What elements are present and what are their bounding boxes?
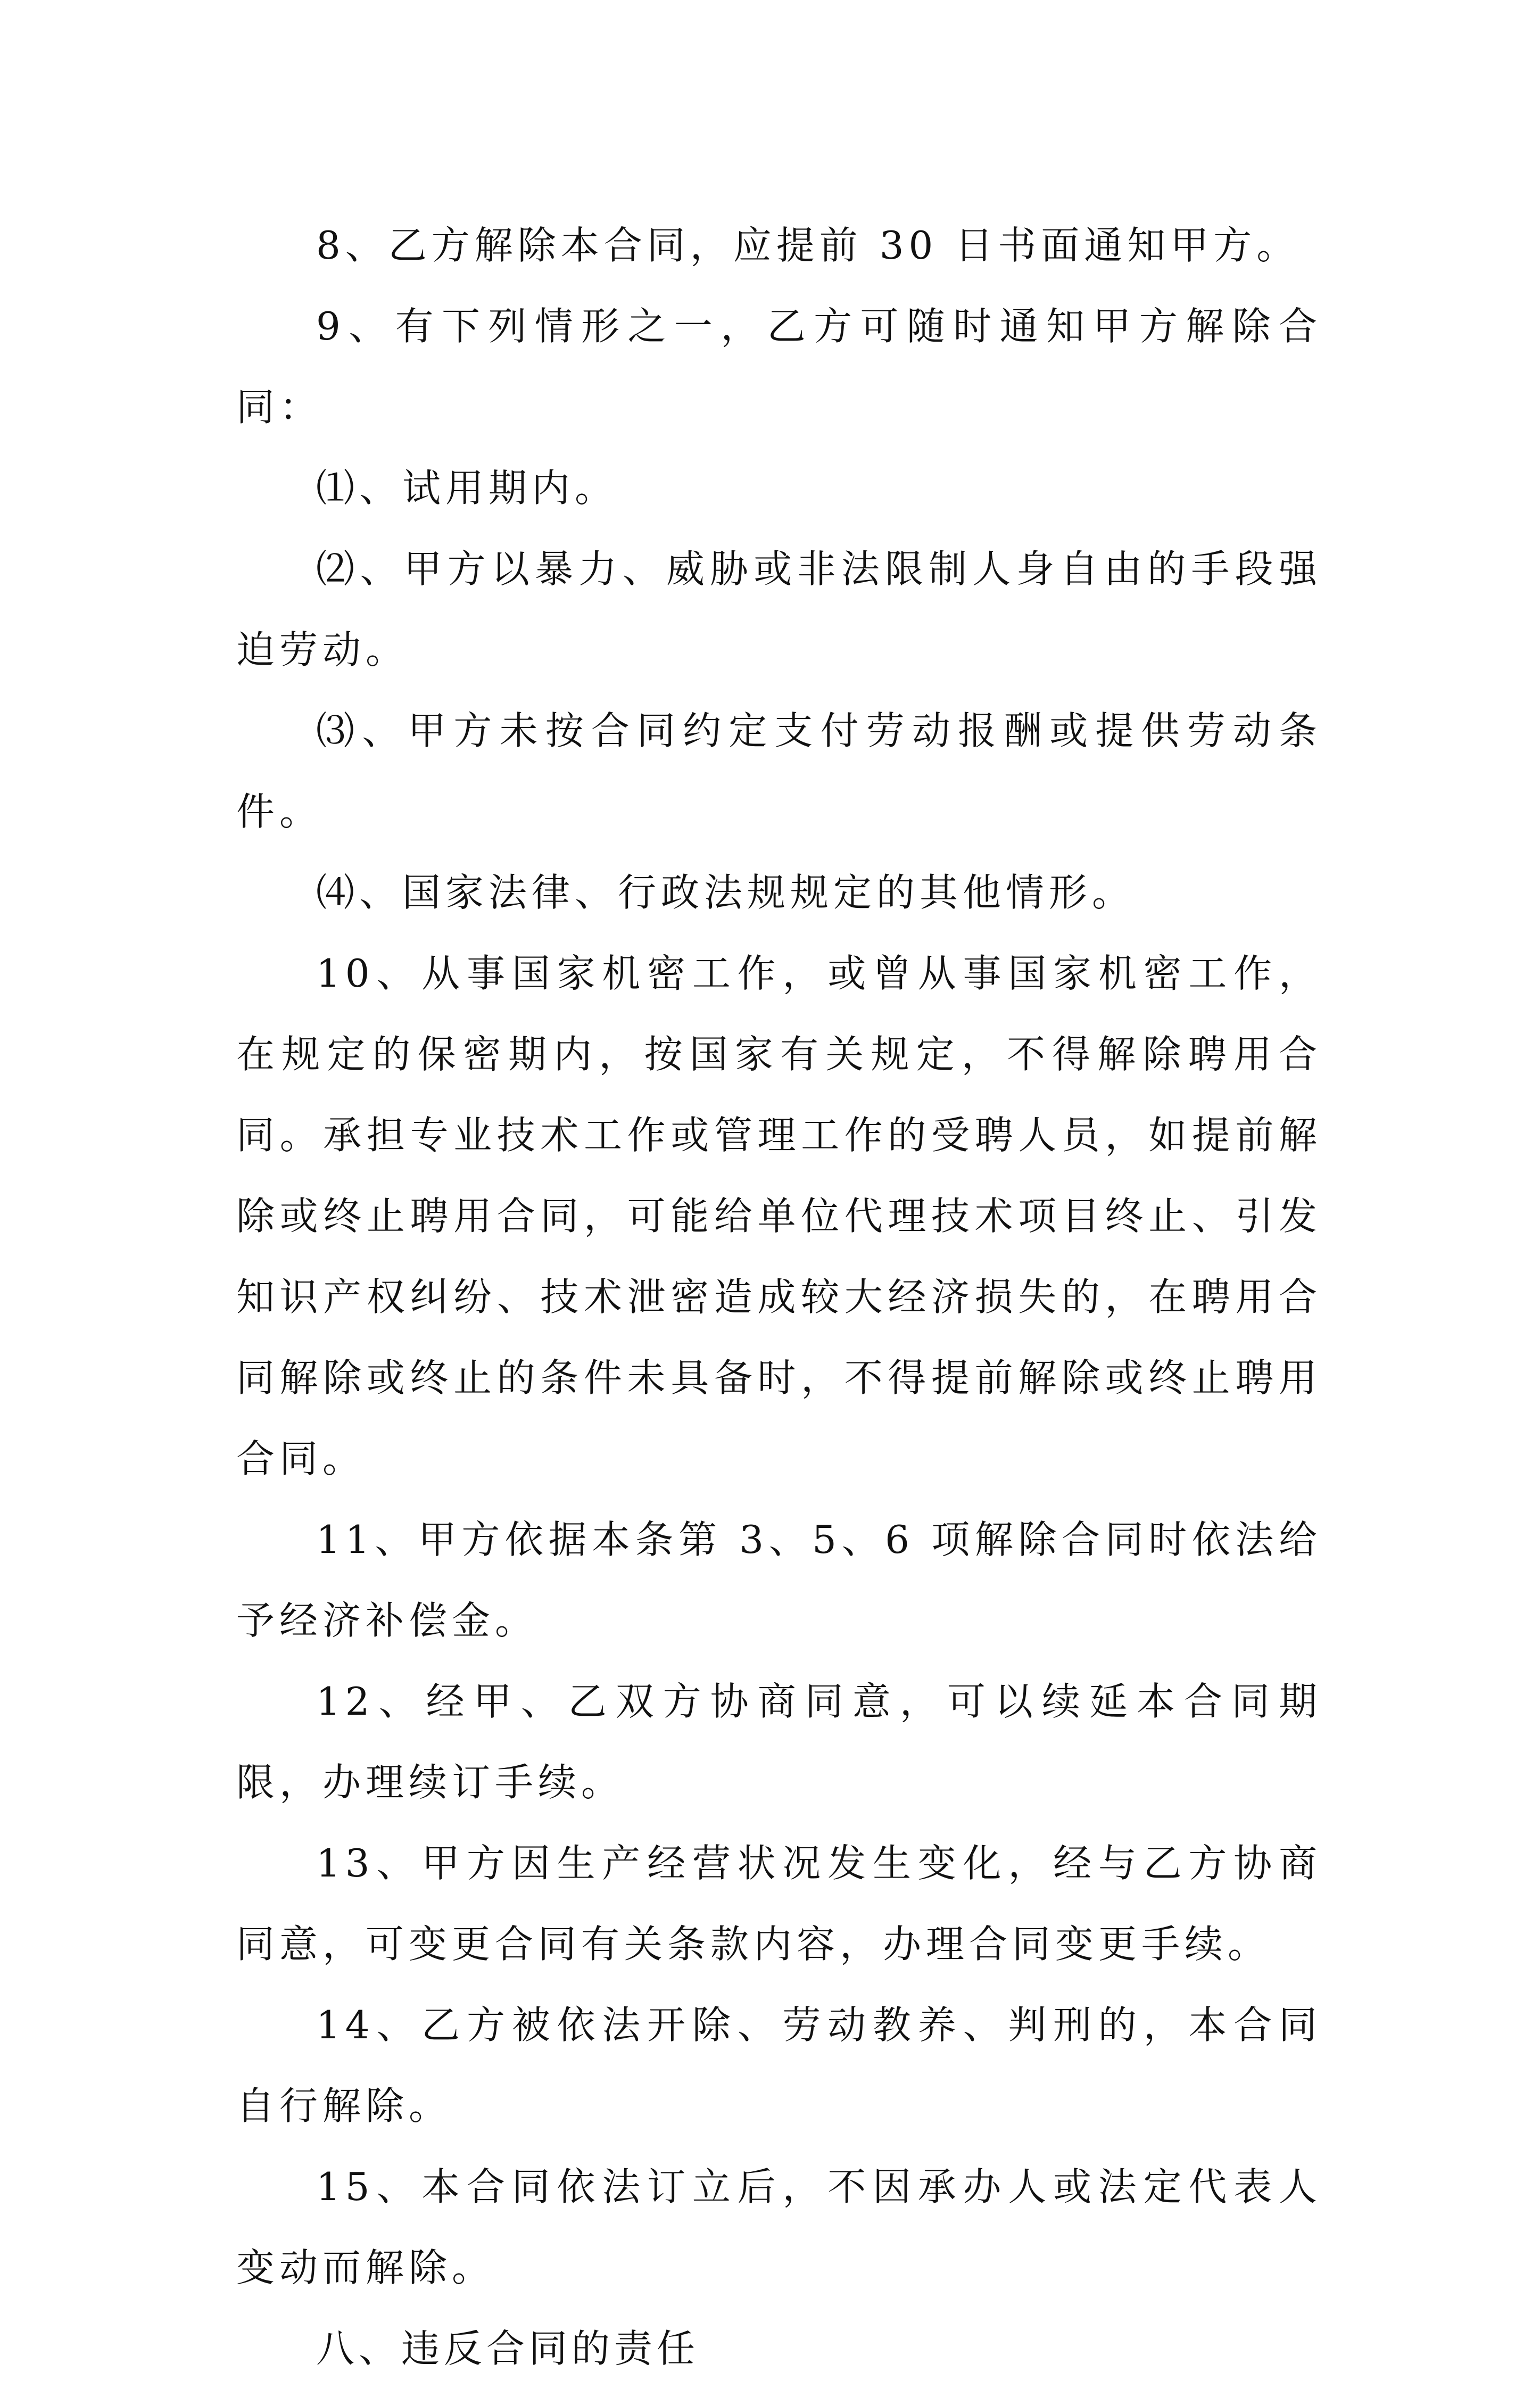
paragraph-item-4: ⑷、国家法律、行政法规规定的其他情形。 <box>316 870 1136 915</box>
paragraph-item-3: ⑶、甲方未按合同约定支付劳动报酬或提供劳动条件。 <box>236 708 1322 834</box>
paragraph-clause-11: 11、甲方依据本条第 3、5、6 项解除合同时依法给予经济补偿金。 <box>236 1517 1322 1643</box>
paragraph-clause-14: 14、乙方被依法开除、劳动教养、判刑的，本合同自行解除。 <box>236 2003 1322 2128</box>
paragraph-clause-13: 13、甲方因生产经营状况发生变化，经与乙方协商同意，可变更合同有关条款内容，办理合同变更手续。 <box>236 1841 1322 1966</box>
paragraph-clause-9: 9、有下列情形之一，乙方可随时通知甲方解除合同： <box>236 304 1322 429</box>
paragraph-clause-12: 12、经甲、乙双方协商同意，可以续延本合同期限，办理续订手续。 <box>236 1679 1322 1805</box>
paragraph-clause-10: 10、从事国家机密工作，或曾从事国家机密工作，在规定的保密期内，按国家有关规定，不得解除聘用合同。承担专业技术工作或管理工作的受聘人员，如提前解除或终止聘用合同，可能给单位代理技术项目终止、引发知识产权纠纷、技术泄密造成较大经济损失的，在聘用合同解除或终止的条件未具备时，不得提前解除或终止聘用合同。 <box>236 951 1322 1481</box>
section-heading-breach-liability: 八、违反合同的责任 <box>316 2326 700 2371</box>
paragraph-clause-8: 8、乙方解除本合同，应提前 30 日书面通知甲方。 <box>316 223 1300 268</box>
paragraph-clause-15: 15、本合同依法订立后，不因承办人或法定代表人变动而解除。 <box>236 2164 1322 2290</box>
paragraph-item-1: ⑴、试用期内。 <box>316 466 618 510</box>
paragraph-item-2: ⑵、甲方以暴力、威胁或非法限制人身自由的手段强迫劳动。 <box>236 547 1322 672</box>
document-body <box>236 205 1322 2389</box>
